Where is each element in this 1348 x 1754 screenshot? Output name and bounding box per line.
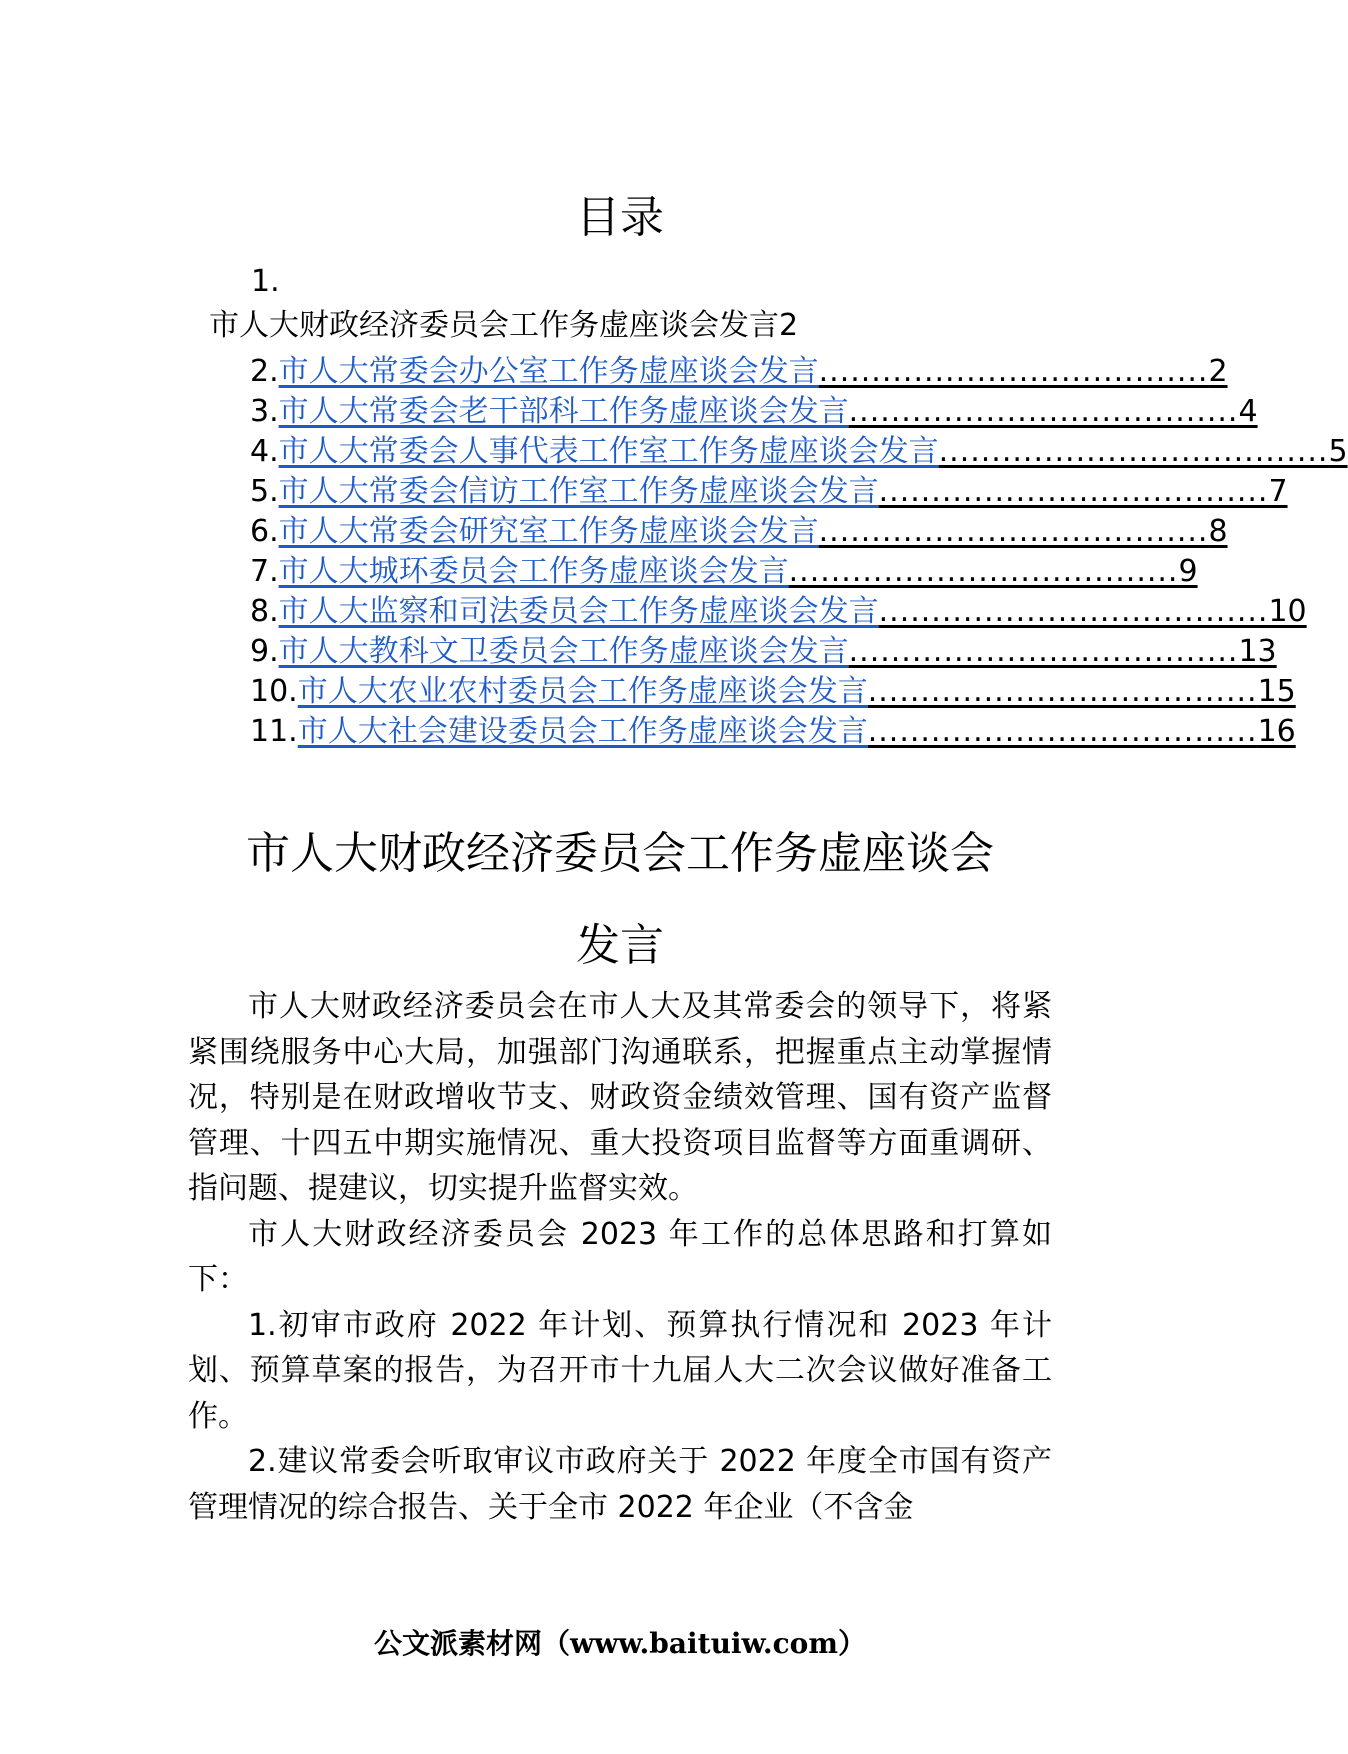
toc-leader-dots: ..................................... [878, 474, 1269, 509]
toc-entry-link[interactable]: 市人大常委会老干部科工作务虚座谈会发言 [278, 394, 849, 429]
article-title-line-2: 发言 [576, 920, 664, 971]
article-title-line-1: 市人大财政经济委员会工作务虚座谈会 [246, 828, 994, 879]
toc-entry-number: 8. [250, 594, 279, 629]
toc-leader-dots: ..................................... [867, 674, 1258, 709]
toc-entry[interactable] [250, 390, 1258, 434]
toc-leader-dots: ..................................... [867, 714, 1258, 749]
toc-entry-number: 7. [250, 554, 279, 589]
toc-entry-page[interactable]: 8 [1208, 514, 1228, 549]
toc-entry-link[interactable]: 市人大常委会办公室工作务虚座谈会发言 [278, 354, 819, 389]
toc-entry-number: 4. [250, 434, 279, 469]
toc-leader-dots: ..................................... [878, 594, 1269, 629]
toc-entry[interactable] [250, 590, 1307, 634]
toc-leader-dots: ..................................... [848, 394, 1239, 429]
toc-entry-link[interactable]: 市人大监察和司法委员会工作务虚座谈会发言 [278, 594, 879, 629]
toc-entry[interactable] [250, 670, 1296, 714]
toc-entry[interactable] [250, 470, 1288, 514]
toc-entry-number: 11. [250, 714, 298, 749]
toc-entry[interactable] [250, 430, 1348, 474]
footer-watermark: 公文派素材网（www.baituiw.com） [374, 1627, 866, 1660]
toc-title: 目录 [576, 192, 664, 243]
toc-entry-page[interactable]: 2 [1208, 354, 1228, 389]
toc-entry-link[interactable]: 市人大常委会人事代表工作室工作务虚座谈会发言 [278, 434, 939, 469]
toc-entry-link[interactable]: 市人大城环委员会工作务虚座谈会发言 [278, 554, 789, 589]
toc-entry-link[interactable]: 市人大农业农村委员会工作务虚座谈会发言 [297, 674, 868, 709]
toc-entry-number: 9. [250, 634, 279, 669]
paragraph: 2.建议常委会听取审议市政府关于 2022 年度全市国有资产管理情况的综合报告、关于全市 2022 年企业（不含金 [188, 1444, 1052, 1525]
toc-entry-page[interactable]: 13 [1238, 634, 1277, 669]
toc-leader-dots: ..................................... [848, 634, 1239, 669]
toc-entry-page[interactable]: 7 [1268, 474, 1288, 509]
toc-entry-page[interactable]: 10 [1268, 594, 1307, 629]
toc-entry-link[interactable]: 市人大常委会研究室工作务虚座谈会发言 [278, 514, 819, 549]
toc-entry-page[interactable]: 9 [1178, 554, 1198, 589]
paragraph: 市人大财政经济委员会在市人大及其常委会的领导下，将紧紧围绕服务中心大局，加强部门沟通联系，把握重点主动掌握情况，特别是在财政增收节支、财政资金绩效管理、国有资产监督管理、十四五中期实施情况、重大投资项目监督等方面重调研、指问题、提建议，切实提升监督实效。 [188, 989, 1052, 1206]
toc-leader-dots: ..................................... [788, 554, 1179, 589]
toc-entry[interactable] [250, 550, 1198, 594]
toc-leader-dots: ..................................... [938, 434, 1329, 469]
toc-entry-page[interactable]: 5 [1328, 434, 1348, 469]
toc-entry[interactable] [250, 350, 1228, 394]
toc-entry-number: 6. [250, 514, 279, 549]
toc-entry-link[interactable]: 市人大社会建设委员会工作务虚座谈会发言 [297, 714, 868, 749]
toc-entry-number: 10. [250, 674, 298, 709]
toc-entry-link[interactable]: 市人大教科文卫委员会工作务虚座谈会发言 [278, 634, 849, 669]
toc-entry-1-text: 市人大财政经济委员会工作务虚座谈会发言2 [209, 308, 799, 343]
toc-entry-link[interactable]: 市人大常委会信访工作室工作务虚座谈会发言 [278, 474, 879, 509]
toc-entry-number: 3. [250, 394, 279, 429]
toc-entry-1-number: 1. [251, 264, 280, 299]
toc-entry-number: 5. [250, 474, 279, 509]
toc-entry[interactable] [250, 630, 1277, 674]
toc-entry[interactable] [250, 510, 1228, 554]
toc-entry[interactable] [250, 710, 1296, 754]
toc-entry-number: 2. [250, 354, 279, 389]
toc-leader-dots: ..................................... [818, 354, 1209, 389]
toc-entry-page[interactable]: 4 [1238, 394, 1258, 429]
toc-entry-page[interactable]: 16 [1257, 714, 1296, 749]
toc-leader-dots: ..................................... [818, 514, 1209, 549]
paragraph: 1.初审市政府 2022 年计划、预算执行情况和 2023 年计划、预算草案的报告，为召开市十九届人大二次会议做好准备工作。 [188, 1307, 1052, 1434]
toc-entry-page[interactable]: 15 [1257, 674, 1296, 709]
paragraph: 市人大财政经济委员会 2023 年工作的总体思路和打算如下： [188, 1216, 1052, 1297]
article-body [188, 984, 1052, 1530]
